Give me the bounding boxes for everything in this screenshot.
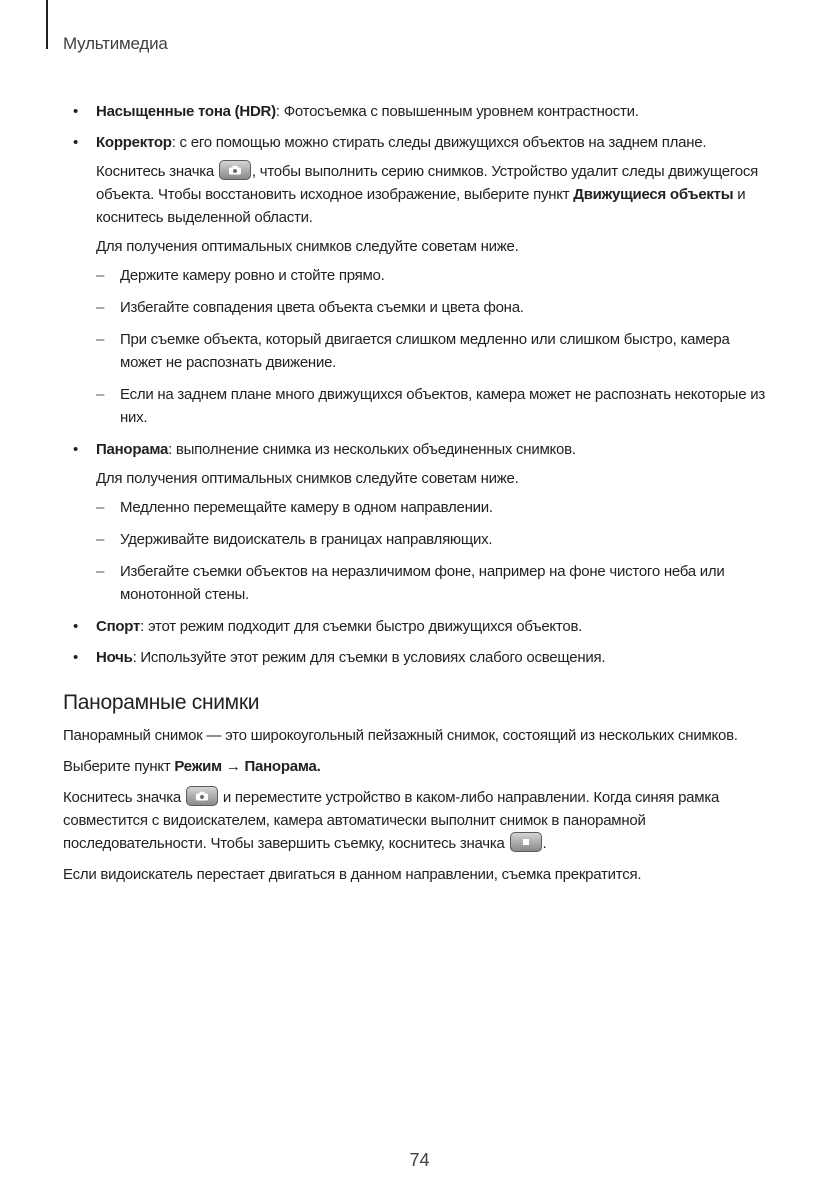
section-title: Панорамные снимки	[63, 691, 260, 714]
camera-icon	[219, 160, 251, 180]
desc-hdr: : Фотосъемка с повышенным уровнем контрастности.	[275, 103, 639, 120]
term-sport: Спорт	[96, 618, 141, 635]
list-item-hdr	[63, 100, 775, 123]
term-hdr: Насыщенные тона (HDR)	[96, 103, 276, 120]
desc-corrector: : с его помощью можно стирать следы движущихся объектов на заднем плане.	[171, 134, 707, 151]
instruction-text-2: , чтобы выполнить серию снимков. Устройство удалит следы движущегося объекта. Чтобы восстановить исходное изображение, выберите пункт	[96, 163, 758, 203]
section-header: Мультимедиа	[63, 34, 168, 53]
content	[63, 100, 775, 894]
paragraph-text: Выберите пункт	[63, 758, 175, 775]
corrector-instruction	[96, 160, 775, 229]
instruction-text: Коснитесь значка	[96, 163, 214, 180]
list-item-panorama	[63, 438, 775, 606]
panorama-tips	[96, 496, 775, 606]
header-rule	[46, 0, 48, 49]
desc-panorama: : выполнение снимка из нескольких объединенных снимков.	[168, 441, 576, 458]
desc-sport: : этот режим подходит для съемки быстро движущихся объектов.	[140, 618, 583, 635]
paragraph-text: Коснитесь значка	[63, 789, 181, 806]
camera-icon	[186, 786, 218, 806]
page-number: 74	[409, 1150, 430, 1170]
paragraph-text-2: и переместите устройство в каком-либо направлении. Когда синяя рамка совместится с видоискателем, камера автоматически выполнит снимок в панорамной последовательности. Чтобы завершить съемку, коснитесь значка	[63, 789, 720, 852]
tip-item: – Если на заднем плане много движущихся объектов, камера может не распознать некоторые из них.	[96, 383, 775, 429]
section-paragraph	[63, 755, 775, 778]
stop-icon	[510, 832, 542, 852]
tip-item: – Медленно перемещайте камеру в одном направлении.	[96, 496, 775, 519]
tip-item: – Удерживайте видоискатель в границах направляющих.	[96, 528, 775, 551]
term-panorama: Панорама	[96, 441, 169, 458]
list-item-sport	[63, 615, 775, 638]
list-item-corrector	[63, 131, 775, 429]
mode-list	[63, 100, 775, 669]
paragraph-period: .	[316, 758, 321, 775]
desc-night: : Используйте этот режим для съемки в условиях слабого освещения.	[132, 649, 606, 666]
section-paragraph	[63, 786, 775, 855]
tips-intro: Для получения оптимальных снимков следуйте советам ниже.	[96, 238, 519, 255]
menu-option-moving-objects: Движущиеся объекты	[573, 186, 734, 203]
paragraph-period: .	[542, 835, 547, 852]
section-paragraph: Если видоискатель перестает двигаться в данном направлении, съемка прекратится.	[63, 866, 642, 883]
tip-item: – Держите камеру ровно и стойте прямо.	[96, 264, 775, 287]
term-night: Ночь	[96, 649, 133, 666]
corrector-tips	[96, 264, 775, 429]
tip-item: – При съемке объекта, который двигается слишком медленно или слишком быстро, камера может не распознать движение.	[96, 328, 775, 374]
section-paragraph: Панорамный снимок — это широкоугольный пейзажный снимок, состоящий из нескольких снимков.	[63, 727, 738, 744]
menu-path: Режим → Панорама	[174, 758, 317, 775]
instruction-text-3: и коснитесь выделенной области.	[96, 186, 746, 226]
list-item-night	[63, 646, 775, 669]
tip-item: – Избегайте съемки объектов на неразличимом фоне, например на фоне чистого неба или монотонной стены.	[96, 560, 775, 606]
tips-intro: Для получения оптимальных снимков следуйте советам ниже.	[96, 470, 519, 487]
term-corrector: Корректор	[96, 134, 172, 151]
tip-item: – Избегайте совпадения цвета объекта съемки и цвета фона.	[96, 296, 775, 319]
